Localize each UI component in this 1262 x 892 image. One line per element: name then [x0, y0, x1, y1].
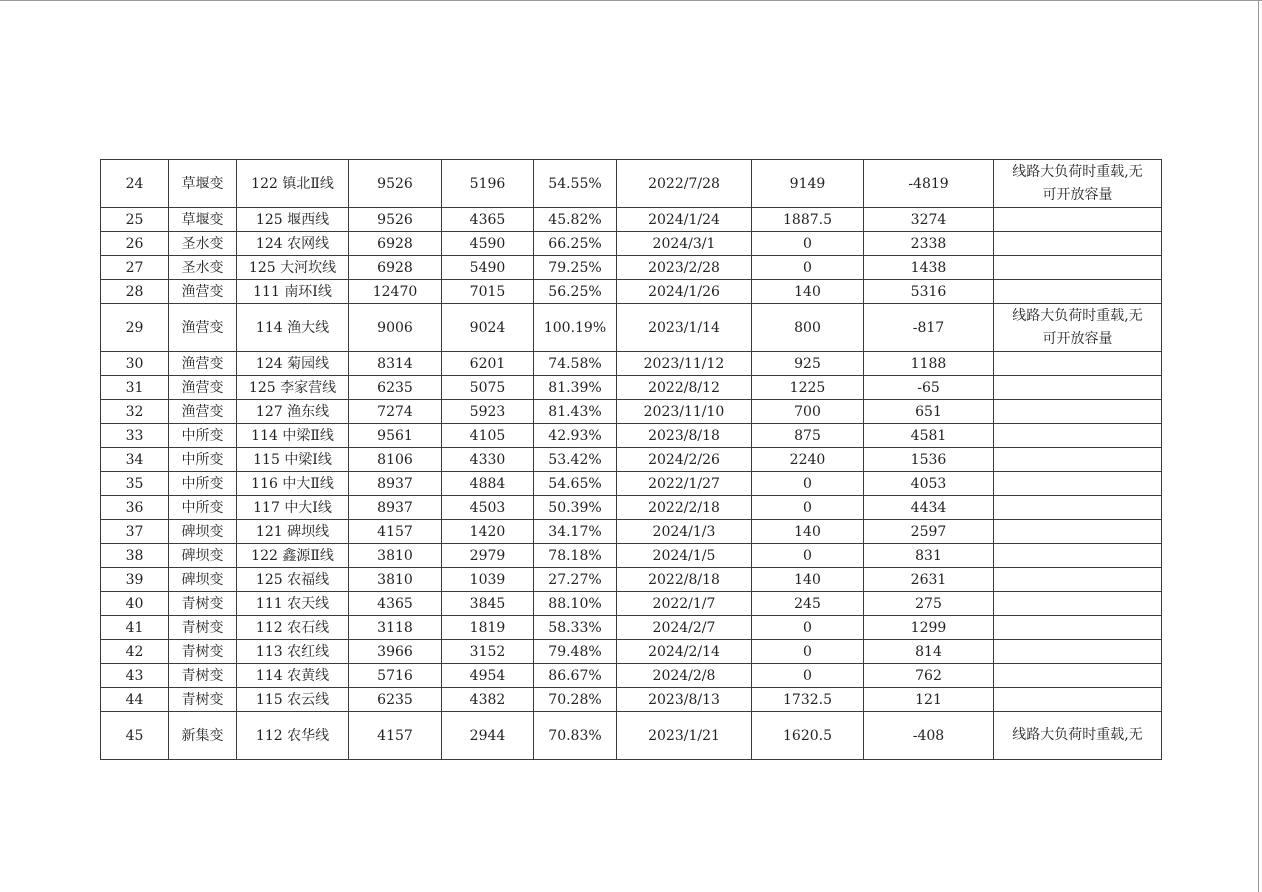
- table-row: [101, 616, 1162, 640]
- row-number-cell: 30: [101, 352, 169, 376]
- remark-cell: [994, 520, 1162, 544]
- remark-line: 线路大负荷时重载,无: [1012, 163, 1143, 180]
- load-ratio-cell: 34.17%: [534, 520, 617, 544]
- table-row: [101, 160, 1162, 208]
- connected-capacity-cell: 2240: [752, 448, 864, 472]
- row-number-cell: 26: [101, 232, 169, 256]
- feeder-line-cell: 114 渔大线: [237, 304, 349, 352]
- available-capacity-cell: 3274: [864, 208, 994, 232]
- peak-date-cell: 2022/7/28: [617, 160, 752, 208]
- connected-capacity-cell: 0: [752, 640, 864, 664]
- row-number-cell: 36: [101, 496, 169, 520]
- connected-capacity-cell: 700: [752, 400, 864, 424]
- feeder-line-cell: 125 农福线: [237, 568, 349, 592]
- feeder-line-cell: 124 农网线: [237, 232, 349, 256]
- remark-cell: [994, 448, 1162, 472]
- feeder-line-cell: 122 鑫源Ⅱ线: [237, 544, 349, 568]
- peak-load-cell: 4105: [442, 424, 534, 448]
- capacity-limit-cell: 8937: [349, 472, 442, 496]
- load-ratio-cell: 81.39%: [534, 376, 617, 400]
- substation-cell: 渔营变: [169, 400, 237, 424]
- substation-cell: 中所变: [169, 424, 237, 448]
- remark-cell: [994, 256, 1162, 280]
- substation-cell: 圣水变: [169, 232, 237, 256]
- remark-cell: [994, 400, 1162, 424]
- peak-date-cell: 2022/1/27: [617, 472, 752, 496]
- capacity-limit-cell: 8106: [349, 448, 442, 472]
- peak-date-cell: 2022/8/12: [617, 376, 752, 400]
- feeder-line-cell: 121 碑坝线: [237, 520, 349, 544]
- peak-date-cell: 2023/1/21: [617, 712, 752, 760]
- feeder-line-cell: 115 中梁Ⅰ线: [237, 448, 349, 472]
- connected-capacity-cell: 140: [752, 568, 864, 592]
- capacity-limit-cell: 8937: [349, 496, 442, 520]
- peak-load-cell: 1039: [442, 568, 534, 592]
- row-number-cell: 32: [101, 400, 169, 424]
- connected-capacity-cell: 0: [752, 256, 864, 280]
- substation-cell: 中所变: [169, 472, 237, 496]
- substation-cell: 青树变: [169, 688, 237, 712]
- feeder-line-cell: 127 渔东线: [237, 400, 349, 424]
- connected-capacity-cell: 1887.5: [752, 208, 864, 232]
- row-number-cell: 41: [101, 616, 169, 640]
- capacity-limit-cell: 9526: [349, 208, 442, 232]
- load-ratio-cell: 81.43%: [534, 400, 617, 424]
- feeder-line-cell: 114 中梁Ⅱ线: [237, 424, 349, 448]
- page-top-border: [0, 0, 1262, 1]
- capacity-limit-cell: 6928: [349, 256, 442, 280]
- table-row: [101, 352, 1162, 376]
- connected-capacity-cell: 140: [752, 520, 864, 544]
- row-number-cell: 38: [101, 544, 169, 568]
- row-number-cell: 31: [101, 376, 169, 400]
- substation-cell: 碑坝变: [169, 544, 237, 568]
- substation-cell: 渔营变: [169, 352, 237, 376]
- remark-cell: [994, 496, 1162, 520]
- substation-cell: 青树变: [169, 592, 237, 616]
- feeder-capacity-table: [100, 159, 1162, 760]
- row-number-cell: 40: [101, 592, 169, 616]
- remark-cell: [994, 640, 1162, 664]
- substation-cell: 圣水变: [169, 256, 237, 280]
- feeder-line-cell: 122 镇北Ⅱ线: [237, 160, 349, 208]
- connected-capacity-cell: 0: [752, 496, 864, 520]
- peak-load-cell: 5196: [442, 160, 534, 208]
- available-capacity-cell: 651: [864, 400, 994, 424]
- remark-line: 可开放容量: [1042, 330, 1113, 347]
- connected-capacity-cell: 0: [752, 664, 864, 688]
- feeder-line-cell: 111 南环Ⅰ线: [237, 280, 349, 304]
- remark-cell: [994, 688, 1162, 712]
- connected-capacity-cell: 1620.5: [752, 712, 864, 760]
- capacity-limit-cell: 4365: [349, 592, 442, 616]
- row-number-cell: 37: [101, 520, 169, 544]
- connected-capacity-cell: 9149: [752, 160, 864, 208]
- load-ratio-cell: 88.10%: [534, 592, 617, 616]
- peak-load-cell: 4365: [442, 208, 534, 232]
- row-number-cell: 35: [101, 472, 169, 496]
- table-row: [101, 640, 1162, 664]
- remark-cell: [994, 280, 1162, 304]
- table-body: [101, 160, 1162, 760]
- peak-load-cell: 6201: [442, 352, 534, 376]
- peak-load-cell: 5075: [442, 376, 534, 400]
- remark-cell: [994, 544, 1162, 568]
- remark-cell: [994, 232, 1162, 256]
- row-number-cell: 29: [101, 304, 169, 352]
- peak-load-cell: 4503: [442, 496, 534, 520]
- table-row: [101, 688, 1162, 712]
- connected-capacity-cell: 0: [752, 232, 864, 256]
- load-ratio-cell: 45.82%: [534, 208, 617, 232]
- capacity-limit-cell: 3118: [349, 616, 442, 640]
- available-capacity-cell: 2597: [864, 520, 994, 544]
- available-capacity-cell: -4819: [864, 160, 994, 208]
- remark-line: 线路大负荷时重载,无: [1012, 727, 1143, 743]
- capacity-limit-cell: 3810: [349, 568, 442, 592]
- peak-load-cell: 4382: [442, 688, 534, 712]
- available-capacity-cell: -65: [864, 376, 994, 400]
- row-number-cell: 42: [101, 640, 169, 664]
- load-ratio-cell: 79.48%: [534, 640, 617, 664]
- capacity-limit-cell: 4157: [349, 520, 442, 544]
- feeder-line-cell: 125 堰西线: [237, 208, 349, 232]
- substation-cell: 渔营变: [169, 376, 237, 400]
- capacity-limit-cell: 6235: [349, 688, 442, 712]
- substation-cell: 碑坝变: [169, 568, 237, 592]
- capacity-limit-cell: 6235: [349, 376, 442, 400]
- peak-date-cell: 2024/1/5: [617, 544, 752, 568]
- substation-cell: 草堰变: [169, 160, 237, 208]
- table-row: [101, 376, 1162, 400]
- remark-cell: [994, 472, 1162, 496]
- peak-load-cell: 5923: [442, 400, 534, 424]
- table-row: [101, 400, 1162, 424]
- table-row: [101, 280, 1162, 304]
- substation-cell: 青树变: [169, 664, 237, 688]
- table-row: [101, 568, 1162, 592]
- peak-load-cell: 4590: [442, 232, 534, 256]
- connected-capacity-cell: 245: [752, 592, 864, 616]
- substation-cell: 青树变: [169, 616, 237, 640]
- feeder-line-cell: 115 农云线: [237, 688, 349, 712]
- remark-cell: [994, 664, 1162, 688]
- peak-load-cell: 2979: [442, 544, 534, 568]
- peak-date-cell: 2024/3/1: [617, 232, 752, 256]
- available-capacity-cell: 275: [864, 592, 994, 616]
- table-row: [101, 712, 1162, 760]
- substation-cell: 渔营变: [169, 304, 237, 352]
- remark-cell: [994, 160, 1162, 208]
- feeder-line-cell: 125 李家营线: [237, 376, 349, 400]
- remark-line: 可开放容量: [1042, 186, 1113, 203]
- connected-capacity-cell: 875: [752, 424, 864, 448]
- remark-cell: [994, 352, 1162, 376]
- remark-cell: [994, 208, 1162, 232]
- table-row: [101, 424, 1162, 448]
- peak-date-cell: 2024/2/7: [617, 616, 752, 640]
- peak-load-cell: 1819: [442, 616, 534, 640]
- table-row: [101, 520, 1162, 544]
- row-number-cell: 44: [101, 688, 169, 712]
- substation-cell: 中所变: [169, 448, 237, 472]
- load-ratio-cell: 27.27%: [534, 568, 617, 592]
- peak-date-cell: 2023/2/28: [617, 256, 752, 280]
- peak-date-cell: 2022/8/18: [617, 568, 752, 592]
- load-ratio-cell: 100.19%: [534, 304, 617, 352]
- available-capacity-cell: 1188: [864, 352, 994, 376]
- load-ratio-cell: 58.33%: [534, 616, 617, 640]
- capacity-limit-cell: 6928: [349, 232, 442, 256]
- load-ratio-cell: 86.67%: [534, 664, 617, 688]
- table-row: [101, 256, 1162, 280]
- available-capacity-cell: -817: [864, 304, 994, 352]
- available-capacity-cell: 2631: [864, 568, 994, 592]
- row-number-cell: 24: [101, 160, 169, 208]
- peak-load-cell: 4884: [442, 472, 534, 496]
- substation-cell: 碑坝变: [169, 520, 237, 544]
- capacity-limit-cell: 7274: [349, 400, 442, 424]
- connected-capacity-cell: 0: [752, 544, 864, 568]
- peak-load-cell: 3845: [442, 592, 534, 616]
- row-number-cell: 34: [101, 448, 169, 472]
- load-ratio-cell: 50.39%: [534, 496, 617, 520]
- feeder-line-cell: 116 中大Ⅱ线: [237, 472, 349, 496]
- load-ratio-cell: 74.58%: [534, 352, 617, 376]
- connected-capacity-cell: 1732.5: [752, 688, 864, 712]
- peak-date-cell: 2023/1/14: [617, 304, 752, 352]
- peak-date-cell: 2024/2/26: [617, 448, 752, 472]
- load-ratio-cell: 66.25%: [534, 232, 617, 256]
- peak-date-cell: 2023/8/18: [617, 424, 752, 448]
- capacity-limit-cell: 3810: [349, 544, 442, 568]
- available-capacity-cell: 831: [864, 544, 994, 568]
- row-number-cell: 27: [101, 256, 169, 280]
- load-ratio-cell: 42.93%: [534, 424, 617, 448]
- capacity-limit-cell: 5716: [349, 664, 442, 688]
- available-capacity-cell: 121: [864, 688, 994, 712]
- remark-cell: [994, 592, 1162, 616]
- connected-capacity-cell: 925: [752, 352, 864, 376]
- capacity-limit-cell: 9526: [349, 160, 442, 208]
- feeder-line-cell: 113 农红线: [237, 640, 349, 664]
- peak-load-cell: 2944: [442, 712, 534, 760]
- remark-cell: [994, 376, 1162, 400]
- row-number-cell: 25: [101, 208, 169, 232]
- available-capacity-cell: 2338: [864, 232, 994, 256]
- connected-capacity-cell: 0: [752, 472, 864, 496]
- feeder-line-cell: 125 大河坎线: [237, 256, 349, 280]
- remark-line: 线路大负荷时重载,无: [1012, 307, 1143, 324]
- feeder-line-cell: 112 农石线: [237, 616, 349, 640]
- feeder-line-cell: 111 农天线: [237, 592, 349, 616]
- peak-date-cell: 2024/1/24: [617, 208, 752, 232]
- peak-date-cell: 2022/1/7: [617, 592, 752, 616]
- available-capacity-cell: 1536: [864, 448, 994, 472]
- available-capacity-cell: 4053: [864, 472, 994, 496]
- available-capacity-cell: 1299: [864, 616, 994, 640]
- row-number-cell: 39: [101, 568, 169, 592]
- load-ratio-cell: 54.65%: [534, 472, 617, 496]
- row-number-cell: 28: [101, 280, 169, 304]
- peak-date-cell: 2024/1/26: [617, 280, 752, 304]
- capacity-limit-cell: 3966: [349, 640, 442, 664]
- load-ratio-cell: 56.25%: [534, 280, 617, 304]
- table-row: [101, 448, 1162, 472]
- substation-cell: 中所变: [169, 496, 237, 520]
- available-capacity-cell: 814: [864, 640, 994, 664]
- table-row: [101, 472, 1162, 496]
- load-ratio-cell: 78.18%: [534, 544, 617, 568]
- peak-date-cell: 2024/2/8: [617, 664, 752, 688]
- page-right-border: [1258, 0, 1259, 892]
- row-number-cell: 43: [101, 664, 169, 688]
- peak-date-cell: 2024/2/14: [617, 640, 752, 664]
- substation-cell: 渔营变: [169, 280, 237, 304]
- load-ratio-cell: 70.28%: [534, 688, 617, 712]
- table-row: [101, 664, 1162, 688]
- connected-capacity-cell: 1225: [752, 376, 864, 400]
- row-number-cell: 33: [101, 424, 169, 448]
- peak-load-cell: 5490: [442, 256, 534, 280]
- table-row: [101, 496, 1162, 520]
- table-row: [101, 592, 1162, 616]
- feeder-line-cell: 117 中大Ⅰ线: [237, 496, 349, 520]
- peak-load-cell: 4330: [442, 448, 534, 472]
- peak-date-cell: 2024/1/3: [617, 520, 752, 544]
- table-row: [101, 304, 1162, 352]
- available-capacity-cell: 4434: [864, 496, 994, 520]
- substation-cell: 青树变: [169, 640, 237, 664]
- table-row: [101, 232, 1162, 256]
- peak-load-cell: 4954: [442, 664, 534, 688]
- peak-date-cell: 2023/8/13: [617, 688, 752, 712]
- load-ratio-cell: 53.42%: [534, 448, 617, 472]
- peak-load-cell: 7015: [442, 280, 534, 304]
- connected-capacity-cell: 800: [752, 304, 864, 352]
- available-capacity-cell: 762: [864, 664, 994, 688]
- peak-load-cell: 9024: [442, 304, 534, 352]
- available-capacity-cell: 5316: [864, 280, 994, 304]
- capacity-limit-cell: 9561: [349, 424, 442, 448]
- remark-cell: [994, 424, 1162, 448]
- available-capacity-cell: -408: [864, 712, 994, 760]
- available-capacity-cell: 1438: [864, 256, 994, 280]
- load-ratio-cell: 79.25%: [534, 256, 617, 280]
- feeder-line-cell: 112 农华线: [237, 712, 349, 760]
- capacity-limit-cell: 4157: [349, 712, 442, 760]
- remark-cell: [994, 568, 1162, 592]
- connected-capacity-cell: 140: [752, 280, 864, 304]
- connected-capacity-cell: 0: [752, 616, 864, 640]
- substation-cell: 新集变: [169, 712, 237, 760]
- feeder-line-cell: 114 农黄线: [237, 664, 349, 688]
- peak-date-cell: 2023/11/10: [617, 400, 752, 424]
- remark-cell: [994, 304, 1162, 352]
- feeder-line-cell: 124 菊园线: [237, 352, 349, 376]
- remark-cell: [994, 712, 1162, 760]
- peak-load-cell: 1420: [442, 520, 534, 544]
- peak-date-cell: 2022/2/18: [617, 496, 752, 520]
- capacity-limit-cell: 12470: [349, 280, 442, 304]
- capacity-limit-cell: 9006: [349, 304, 442, 352]
- table-row: [101, 208, 1162, 232]
- load-ratio-cell: 54.55%: [534, 160, 617, 208]
- row-number-cell: 45: [101, 712, 169, 760]
- load-ratio-cell: 70.83%: [534, 712, 617, 760]
- peak-date-cell: 2023/11/12: [617, 352, 752, 376]
- remark-cell: [994, 616, 1162, 640]
- table-row: [101, 544, 1162, 568]
- peak-load-cell: 3152: [442, 640, 534, 664]
- substation-cell: 草堰变: [169, 208, 237, 232]
- available-capacity-cell: 4581: [864, 424, 994, 448]
- capacity-limit-cell: 8314: [349, 352, 442, 376]
